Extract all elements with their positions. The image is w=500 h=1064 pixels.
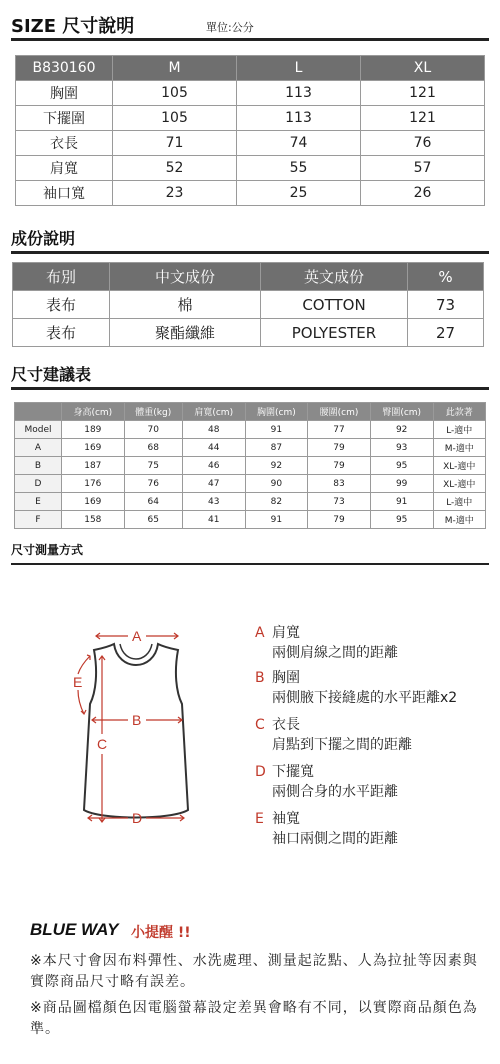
table-cell: 121 bbox=[361, 81, 485, 106]
size-table bbox=[15, 55, 485, 206]
table-header-cell: 臀圍(cm) bbox=[370, 403, 433, 421]
table-cell: Model bbox=[15, 421, 62, 439]
table-cell: 74 bbox=[237, 131, 361, 156]
table-cell: 76 bbox=[361, 131, 485, 156]
table-cell: 95 bbox=[370, 457, 433, 475]
table-cell: 47 bbox=[182, 475, 245, 493]
table-cell: M-適中 bbox=[433, 439, 485, 457]
unit-label: 單位:公分 bbox=[206, 21, 254, 34]
table-header-cell: M bbox=[113, 56, 237, 81]
table-cell: 64 bbox=[124, 493, 182, 511]
table-cell: 121 bbox=[361, 106, 485, 131]
table-cell: 46 bbox=[182, 457, 245, 475]
table-header-cell bbox=[15, 403, 62, 421]
legend-letter: B bbox=[255, 670, 265, 686]
neck-trim bbox=[120, 644, 152, 659]
tank-top-outline bbox=[84, 644, 188, 818]
table-cell: 158 bbox=[62, 511, 125, 529]
legend-name: 袖寬 bbox=[272, 811, 300, 827]
legend-item-c bbox=[255, 714, 412, 754]
legend-letter: C bbox=[255, 717, 265, 733]
table-cell: 176 bbox=[62, 475, 125, 493]
table-cell: 79 bbox=[308, 439, 371, 457]
table-cell: 棉 bbox=[110, 291, 261, 319]
table-cell: 57 bbox=[361, 156, 485, 181]
legend-desc: 袖口兩側之間的距離 bbox=[272, 831, 398, 847]
table-row bbox=[16, 131, 485, 156]
table-cell: 90 bbox=[245, 475, 308, 493]
table-header-cell: 中文成份 bbox=[110, 263, 261, 291]
table-cell: 表布 bbox=[13, 319, 110, 347]
table-cell: 41 bbox=[182, 511, 245, 529]
table-cell: 87 bbox=[245, 439, 308, 457]
table-cell: 44 bbox=[182, 439, 245, 457]
table-row bbox=[16, 106, 485, 131]
legend-desc: 肩點到下擺之間的距離 bbox=[272, 737, 412, 753]
table-cell: 48 bbox=[182, 421, 245, 439]
suggestion-title: 尺寸建議表 bbox=[11, 365, 92, 384]
table-cell: 52 bbox=[113, 156, 237, 181]
composition-table bbox=[12, 262, 484, 347]
diagram-letter-a: A bbox=[132, 628, 142, 644]
diagram-letter-d: D bbox=[132, 810, 143, 826]
table-cell: 下擺圍 bbox=[16, 106, 113, 131]
legend-letter: A bbox=[255, 625, 265, 641]
brand-logo: BLUE WAY bbox=[30, 920, 119, 939]
measure-title: 尺寸測量方式 bbox=[11, 543, 84, 557]
table-row bbox=[13, 319, 484, 347]
table-header-cell: 體重(kg) bbox=[124, 403, 182, 421]
table-cell: F bbox=[15, 511, 62, 529]
table-cell: 91 bbox=[370, 493, 433, 511]
table-row bbox=[15, 493, 486, 511]
table-header-cell: 身高(cm) bbox=[62, 403, 125, 421]
table-cell: 68 bbox=[124, 439, 182, 457]
table-header-cell: B830160 bbox=[16, 56, 113, 81]
table-cell: 83 bbox=[308, 475, 371, 493]
suggestion-table-header bbox=[15, 403, 486, 421]
table-cell: 91 bbox=[245, 421, 308, 439]
table-cell: 75 bbox=[124, 457, 182, 475]
table-cell: 43 bbox=[182, 493, 245, 511]
legend-item-e bbox=[255, 808, 398, 848]
table-header-cell: 肩寬(cm) bbox=[182, 403, 245, 421]
table-cell: 73 bbox=[308, 493, 371, 511]
table-header-cell: 英文成份 bbox=[261, 263, 408, 291]
table-cell: XL-適中 bbox=[433, 457, 485, 475]
table-cell: 聚酯纖維 bbox=[110, 319, 261, 347]
reminder-note-1: ※本尺寸會因布料彈性、水洗處理、測量起訖點、人為拉扯等因素與實際商品尺寸略有誤差。 bbox=[30, 953, 478, 990]
table-row bbox=[16, 156, 485, 181]
size-table-header bbox=[16, 56, 485, 81]
table-cell: 187 bbox=[62, 457, 125, 475]
table-row bbox=[13, 291, 484, 319]
table-cell: 衣長 bbox=[16, 131, 113, 156]
table-cell: 169 bbox=[62, 439, 125, 457]
table-cell: 77 bbox=[308, 421, 371, 439]
legend-name: 衣長 bbox=[272, 717, 300, 733]
table-cell: 105 bbox=[113, 81, 237, 106]
table-row bbox=[16, 81, 485, 106]
composition-table-header bbox=[13, 263, 484, 291]
table-header-cell: XL bbox=[361, 56, 485, 81]
table-header-cell: 胸圍(cm) bbox=[245, 403, 308, 421]
table-cell: 92 bbox=[245, 457, 308, 475]
legend-item-d bbox=[255, 761, 398, 801]
table-cell: 袖口寬 bbox=[16, 181, 113, 206]
reminder-note-2: ※商品圖檔顏色因電腦螢幕設定差異會略有不同，以實際商品顏色為準。 bbox=[30, 1000, 478, 1037]
table-row bbox=[16, 181, 485, 206]
table-cell: 表布 bbox=[13, 291, 110, 319]
table-cell: XL-適中 bbox=[433, 475, 485, 493]
table-header-cell: 布別 bbox=[13, 263, 110, 291]
diagram-letter-c: C bbox=[97, 736, 108, 752]
legend-desc: 兩側合身的水平距離 bbox=[272, 784, 398, 800]
composition-rule bbox=[11, 251, 489, 254]
legend-name: 胸圍 bbox=[272, 670, 300, 686]
table-cell: 105 bbox=[113, 106, 237, 131]
legend-desc: 兩側肩線之間的距離 bbox=[272, 645, 398, 661]
table-cell: 26 bbox=[361, 181, 485, 206]
table-cell: 82 bbox=[245, 493, 308, 511]
table-cell: 55 bbox=[237, 156, 361, 181]
table-row bbox=[15, 421, 486, 439]
table-cell: 73 bbox=[408, 291, 484, 319]
size-title: SIZE 尺寸說明 bbox=[11, 16, 135, 37]
table-row bbox=[15, 439, 486, 457]
table-cell: 65 bbox=[124, 511, 182, 529]
table-row bbox=[15, 457, 486, 475]
table-cell: A bbox=[15, 439, 62, 457]
measure-rule bbox=[11, 563, 489, 565]
table-row bbox=[15, 475, 486, 493]
size-rule bbox=[11, 38, 489, 41]
suggestion-table bbox=[14, 402, 486, 529]
table-cell: 91 bbox=[245, 511, 308, 529]
table-cell: 92 bbox=[370, 421, 433, 439]
table-cell: 肩寬 bbox=[16, 156, 113, 181]
legend-letter: D bbox=[255, 764, 266, 780]
table-header-cell: L bbox=[237, 56, 361, 81]
legend-name: 肩寬 bbox=[272, 625, 300, 641]
table-cell: 胸圍 bbox=[16, 81, 113, 106]
table-cell: 71 bbox=[113, 131, 237, 156]
table-cell: 93 bbox=[370, 439, 433, 457]
table-cell: 99 bbox=[370, 475, 433, 493]
diagram-letter-e: E bbox=[73, 674, 83, 690]
diagram-letter-b: B bbox=[132, 712, 142, 728]
legend-item-a bbox=[255, 622, 398, 662]
table-cell: 27 bbox=[408, 319, 484, 347]
legend-desc: 兩側腋下接縫處的水平距離x2 bbox=[272, 690, 458, 706]
table-cell: L-適中 bbox=[433, 493, 485, 511]
table-cell: 95 bbox=[370, 511, 433, 529]
table-cell: M-適中 bbox=[433, 511, 485, 529]
table-cell: E bbox=[15, 493, 62, 511]
table-cell: 113 bbox=[237, 81, 361, 106]
reminder-label: 小提醒 !! bbox=[131, 925, 191, 941]
suggestion-rule bbox=[11, 387, 489, 390]
table-row bbox=[15, 511, 486, 529]
table-cell: 79 bbox=[308, 511, 371, 529]
table-cell: COTTON bbox=[261, 291, 408, 319]
table-cell: 25 bbox=[237, 181, 361, 206]
table-cell: 70 bbox=[124, 421, 182, 439]
table-cell: L-適中 bbox=[433, 421, 485, 439]
table-cell: 169 bbox=[62, 493, 125, 511]
table-cell: 113 bbox=[237, 106, 361, 131]
composition-title: 成份說明 bbox=[11, 229, 76, 248]
table-cell: B bbox=[15, 457, 62, 475]
table-cell: 189 bbox=[62, 421, 125, 439]
table-cell: POLYESTER bbox=[261, 319, 408, 347]
legend-name: 下擺寬 bbox=[272, 764, 314, 780]
table-cell: 79 bbox=[308, 457, 371, 475]
table-header-cell: 此款著 bbox=[433, 403, 485, 421]
tank-top-diagram bbox=[66, 622, 206, 842]
table-header-cell: 腰圍(cm) bbox=[308, 403, 371, 421]
table-header-cell: % bbox=[408, 263, 484, 291]
table-cell: 23 bbox=[113, 181, 237, 206]
table-cell: 76 bbox=[124, 475, 182, 493]
table-cell: D bbox=[15, 475, 62, 493]
legend-letter: E bbox=[255, 811, 264, 827]
legend-item-b bbox=[255, 667, 457, 707]
